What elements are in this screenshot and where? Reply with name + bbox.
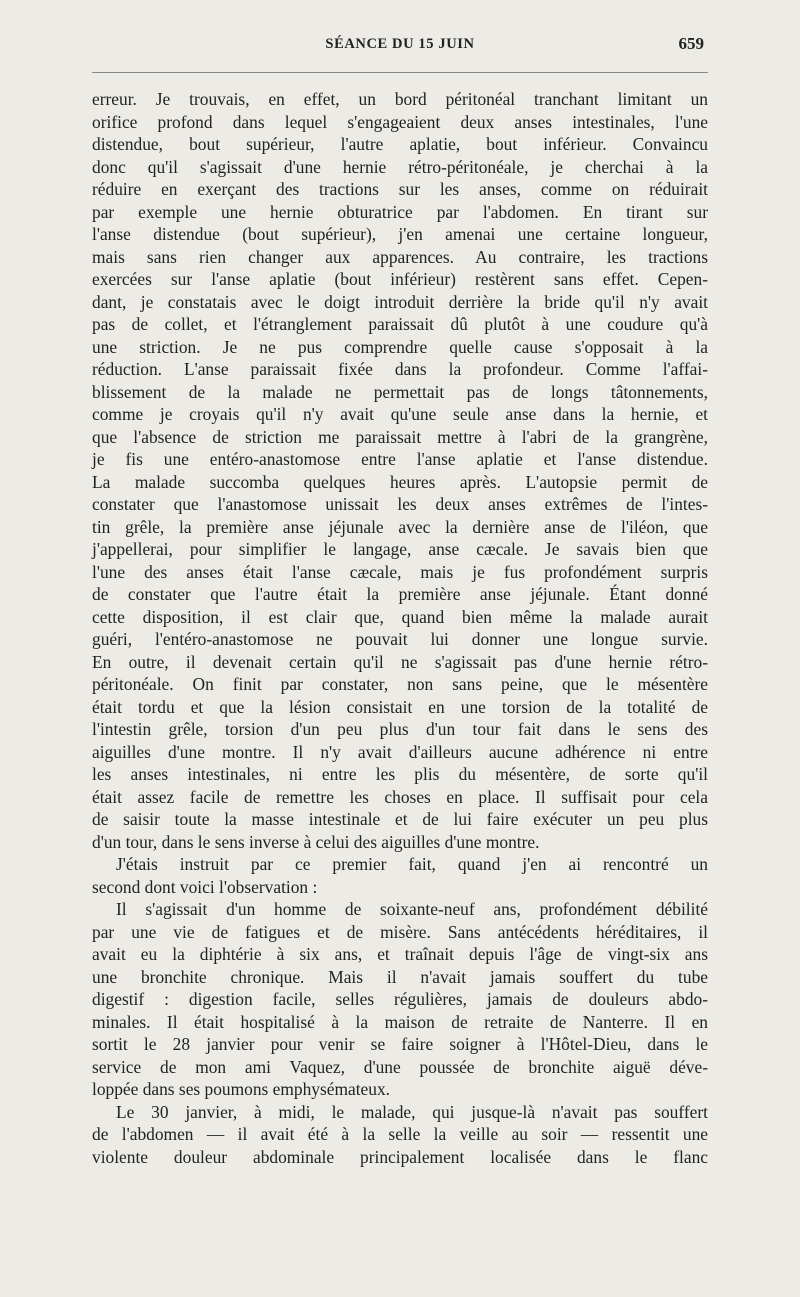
text-line: exercées sur l'anse aplatie (bout inférieur) restèrent sans effet. Cepen- <box>92 269 708 289</box>
text-line: comme je croyais qu'il n'y avait qu'une seule anse dans la hernie, et <box>92 404 708 424</box>
text-line: J'étais instruit par ce premier fait, quand j'en ai rencontré un <box>116 854 708 874</box>
text-line: était tordu et que la lésion consistait en une torsion de la totalité de <box>92 696 708 717</box>
text-line: de constater que l'autre était la première anse jéjunale. Étant donné <box>92 584 708 604</box>
text-line: l'une des anses était l'anse cæcale, mais je fus profondément surpris <box>92 561 708 582</box>
text-line: guéri, l'entéro-anastomose ne pouvait lui donner une longue survie. <box>92 629 708 649</box>
text-line: d'un tour, dans le sens inverse à celui des aiguilles d'une montre. <box>92 831 540 852</box>
text-line: erreur. Je trouvais, en effet, un bord péritonéal tranchant limitant un <box>92 89 708 109</box>
text-line: tin grêle, la première anse jéjunale avec la dernière anse de l'iléon, que <box>92 516 708 537</box>
text-line: par une vie de fatigues et de misère. Sans antécédents héréditaires, il <box>92 921 708 942</box>
text-line: orifice profond dans lequel s'engageaient deux anses intestinales, l'une <box>92 111 708 132</box>
text-line: blissement de la malade ne permettait pas de longs tâtonnements, <box>92 381 708 402</box>
text-line: l'intestin grêle, torsion d'un peu plus d'un tour fait dans le sens des <box>92 719 708 739</box>
text-line: distendue, bout supérieur, l'autre aplatie, bout inférieur. Convaincu <box>92 134 708 154</box>
text-line: En outre, il devenait certain qu'il ne s'agissait pas d'une hernie rétro- <box>92 651 708 672</box>
text-line: service de mon ami Vaquez, d'une poussée de bronchite aiguë déve- <box>92 1056 708 1077</box>
header-rule <box>92 72 708 73</box>
text-line: minales. Il était hospitalisé à la maison de retraite de Nanterre. Il en <box>92 1011 708 1032</box>
body-text <box>92 88 708 1168</box>
text-line: Il s'agissait d'un homme de soixante-neuf ans, profondément débilité <box>116 899 708 919</box>
text-line: cette disposition, il est clair que, quand bien même la malade aurait <box>92 606 708 627</box>
text-line: une bronchite chronique. Mais il n'avait jamais souffert du tube <box>92 966 708 987</box>
text-line: par exemple une hernie obturatrice par l'abdomen. En tirant sur <box>92 201 708 222</box>
text-line: réduire en exerçant des tractions sur les anses, comme on réduirait <box>92 179 708 199</box>
text-line: péritonéale. On finit par constater, non sans peine, que le mésentère <box>92 674 708 694</box>
text-line: pas de collet, et l'étranglement paraissait dû plutôt à une coudure qu'à <box>92 314 708 334</box>
text-line: je fis une entéro-anastomose entre l'anse aplatie et l'anse distendue. <box>92 449 708 469</box>
text-line: les anses intestinales, ni entre les plis du mésentère, de sorte qu'il <box>92 764 708 784</box>
text-line: de saisir toute la masse intestinale et de lui faire exécuter un peu plus <box>92 809 708 829</box>
text-line: digestif : digestion facile, selles régulières, jamais de douleurs abdo- <box>92 989 708 1009</box>
text-line: que l'absence de striction me paraissait mettre à l'abri de la grangrène, <box>92 426 708 447</box>
text-line: violente douleur abdominale principalement localisée dans le flanc <box>92 1146 708 1167</box>
page-header <box>92 34 708 58</box>
text-line: La malade succomba quelques heures après. L'autopsie permit de <box>92 471 708 492</box>
text-line: était assez facile de remettre les choses en place. Il suffisait pour cela <box>92 786 708 807</box>
text-line: donc qu'il s'agissait d'une hernie rétro-péritonéale, je cherchai à la <box>92 156 708 177</box>
text-line: une striction. Je ne pus comprendre quelle cause s'opposait à la <box>92 336 708 357</box>
text-line: aiguilles d'une montre. Il n'y avait d'ailleurs aucune adhérence ni entre <box>92 741 708 762</box>
text-line: mais sans rien changer aux apparences. Au contraire, les tractions <box>92 246 708 267</box>
running-title: SÉANCE DU 15 JUIN <box>325 36 475 52</box>
text-line: réduction. L'anse paraissait fixée dans la profondeur. Comme l'affai- <box>92 359 708 379</box>
text-line: dant, je constatais avec le doigt introduit derrière la bride qu'il n'y avait <box>92 291 708 312</box>
text-line: loppée dans ses poumons emphysémateux. <box>92 1079 391 1099</box>
text-line: Le 30 janvier, à midi, le malade, qui jusque-là n'avait pas souffert <box>116 1101 708 1122</box>
text-line: avait eu la diphtérie à six ans, et traînait depuis l'âge de vingt-six ans <box>92 944 708 964</box>
page-number: 659 <box>678 34 704 53</box>
text-line: second dont voici l'observation : <box>92 876 318 897</box>
text-line: l'anse distendue (bout supérieur), j'en amenai une certaine longueur, <box>92 224 708 244</box>
text-line: de l'abdomen — il avait été à la selle la veille au soir — ressentit une <box>92 1124 708 1144</box>
text-line: j'appellerai, pour simplifier le langage, anse cæcale. Je savais bien que <box>92 539 708 559</box>
text-line: constater que l'anastomose unissait les deux anses extrêmes de l'intes- <box>92 494 708 514</box>
text-line: sortit le 28 janvier pour venir se faire soigner à l'Hôtel-Dieu, dans le <box>92 1034 708 1054</box>
